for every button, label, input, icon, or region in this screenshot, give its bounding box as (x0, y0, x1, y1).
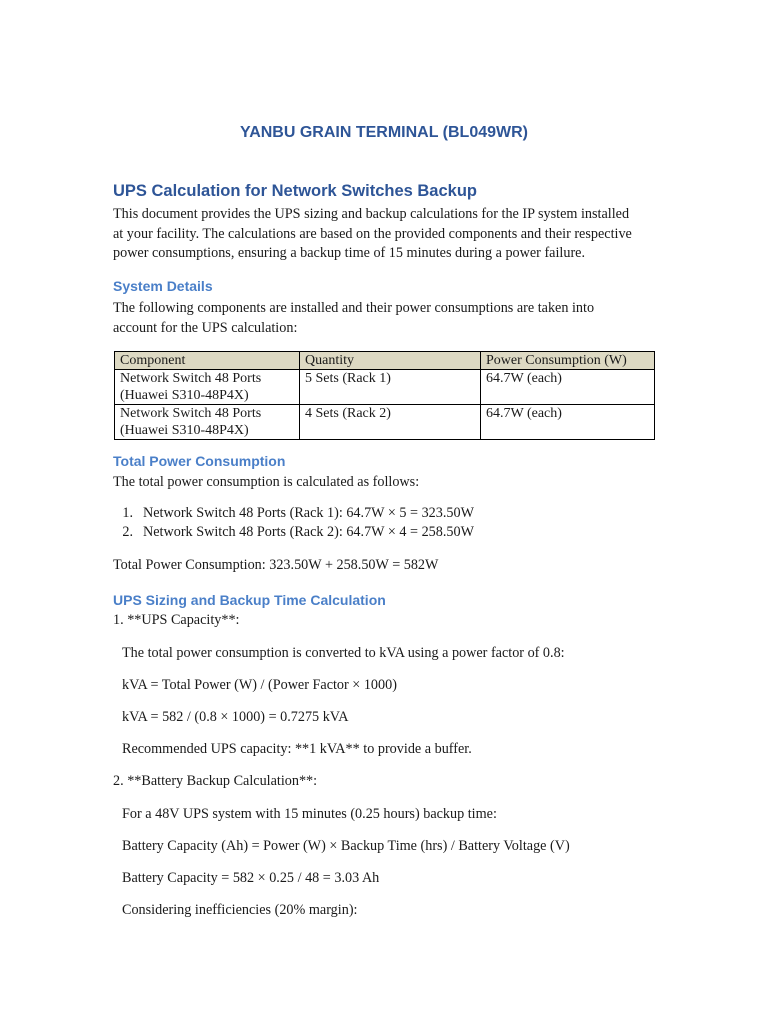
table-header-row (115, 352, 655, 370)
ups-capacity-line: Recommended UPS capacity: **1 kVA** to provide a buffer. (122, 741, 472, 757)
cell-component (115, 370, 300, 405)
cell-component (115, 405, 300, 440)
list-text: Network Switch 48 Ports (Rack 1): 64.7W × 5 = 323.50W (143, 505, 474, 521)
cell-power: 64.7W (each) (481, 370, 655, 405)
total-power-heading: Total Power Consumption (113, 453, 286, 469)
list-number: 2. (122, 524, 133, 540)
components-table (114, 351, 655, 440)
battery-backup-line: For a 48V UPS system with 15 minutes (0.25 hours) backup time: (122, 806, 497, 822)
system-details-line: account for the UPS calculation: (113, 319, 298, 336)
document-title: YANBU GRAIN TERMINAL (BL049WR) (239, 124, 528, 141)
list-item (113, 524, 474, 541)
system-details-heading: System Details (113, 278, 213, 294)
cell-component-line: (Huawei S310-48P4X) (120, 388, 249, 403)
header-power: Power Consumption (W) (481, 352, 655, 370)
section-title: UPS Calculation for Network Switches Backup (113, 182, 477, 200)
system-details-line: The following components are installed and their power consumptions are taken into (113, 300, 595, 316)
ups-capacity-item: 1. **UPS Capacity**: (113, 612, 240, 628)
cell-quantity: 5 Sets (Rack 1) (300, 370, 481, 405)
battery-backup-line: Considering inefficiencies (20% margin): (122, 902, 358, 918)
total-power-intro: The total power consumption is calculated as follows: (113, 474, 420, 490)
battery-backup-line: Battery Capacity = 582 × 0.25 / 48 = 3.03 Ah (122, 870, 380, 886)
cell-power: 64.7W (each) (481, 405, 655, 440)
list-number: 1. (122, 505, 133, 521)
header-quantity: Quantity (300, 352, 481, 370)
cell-quantity: 4 Sets (Rack 2) (300, 405, 481, 440)
ups-capacity-line: The total power consumption is converted to kVA using a power factor of 0.8: (122, 645, 565, 661)
system-details-paragraph (113, 299, 673, 338)
ups-capacity-line: kVA = 582 / (0.8 × 1000) = 0.7275 kVA (122, 709, 349, 725)
intro-paragraph (113, 205, 673, 264)
cell-component-line: (Huawei S310-48P4X) (120, 423, 249, 438)
battery-backup-line: Battery Capacity (Ah) = Power (W) × Backup Time (hrs) / Battery Voltage (V) (122, 838, 570, 854)
list-item (113, 505, 474, 522)
table-row (115, 370, 655, 405)
table-row (115, 405, 655, 440)
intro-line: This document provides the UPS sizing and backup calculations for the IP system installed (113, 206, 630, 222)
intro-line: at your facility. The calculations are based on the provided components and their respective (113, 225, 632, 242)
header-component: Component (115, 352, 300, 370)
ups-capacity-line: kVA = Total Power (W) / (Power Factor × 1000) (122, 677, 397, 693)
battery-backup-item: 2. **Battery Backup Calculation**: (113, 773, 318, 789)
ups-sizing-heading: UPS Sizing and Backup Time Calculation (113, 592, 386, 608)
total-power-result: Total Power Consumption: 323.50W + 258.50W = 582W (113, 557, 439, 573)
cell-component-line: Network Switch 48 Ports (120, 406, 262, 421)
list-text: Network Switch 48 Ports (Rack 2): 64.7W × 4 = 258.50W (143, 524, 474, 540)
intro-line: power consumptions, ensuring a backup time of 15 minutes during a power failure. (113, 245, 586, 261)
cell-component-line: Network Switch 48 Ports (120, 371, 262, 386)
